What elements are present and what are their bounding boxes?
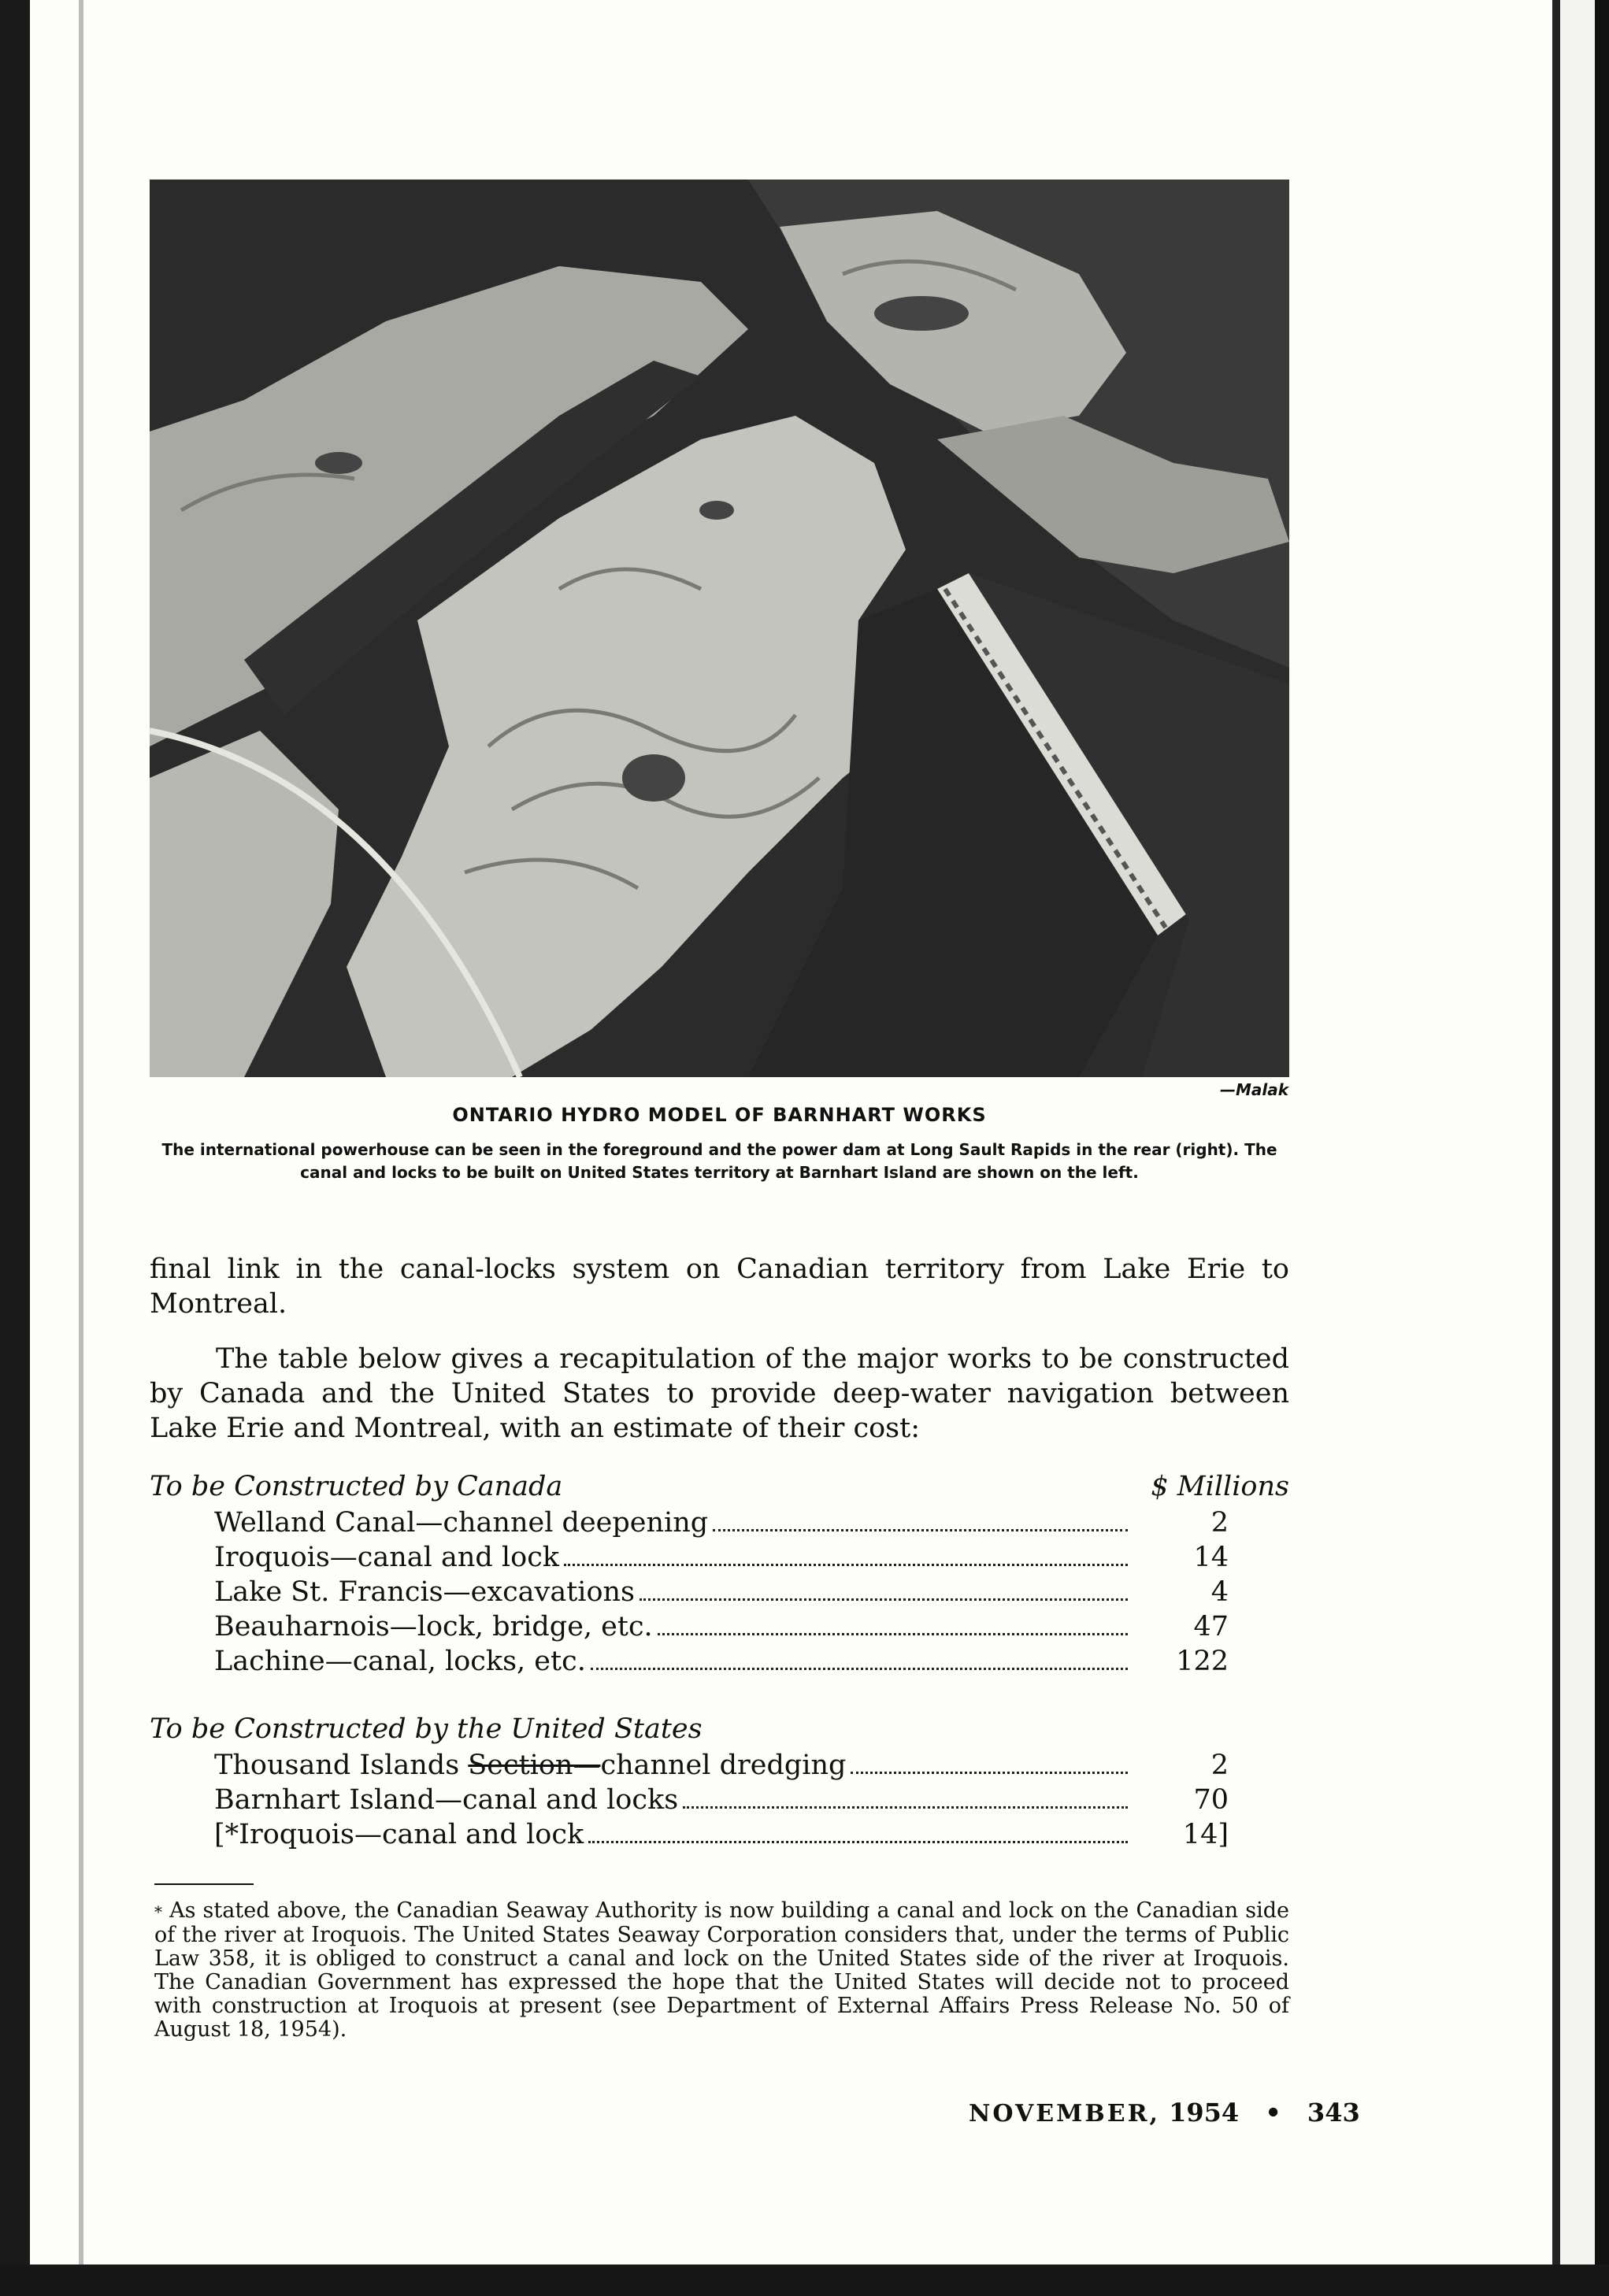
row-label: Lake St. Francis—excavations: [214, 1576, 636, 1608]
table-row: [214, 1644, 1229, 1679]
footnote-rule: [154, 1883, 254, 1885]
row-label: Iroquois—canal and lock: [214, 1542, 560, 1573]
table-row: [214, 1540, 1229, 1575]
table-row: [214, 1783, 1229, 1817]
dot-leader: [588, 1841, 1128, 1843]
table-row: [214, 1609, 1229, 1644]
row-label: Lachine—canal, locks, etc.: [214, 1646, 586, 1677]
row-label: Welland Canal—channel deepening: [214, 1507, 709, 1539]
photo-illustration: [150, 180, 1289, 1077]
row-value: 122: [1176, 1646, 1229, 1677]
scan-right-edge: [1552, 0, 1609, 2296]
table-row: [214, 1505, 1229, 1540]
row-label-part: channel dredging: [600, 1750, 847, 1781]
photo-credit: —Malak: [1219, 1080, 1288, 1099]
footnote: [154, 1899, 1289, 2042]
row-value: 14: [1193, 1542, 1229, 1573]
row-label-part: Thousand Islands: [214, 1750, 460, 1781]
body-paragraph-2: The table below gives a recapitulation of the major works to be constructed by Canada and the United States to provide deep-water navigation between Lake Erie and Montreal, with an estimate of their cost:: [150, 1343, 1289, 1444]
dot-leader: [658, 1633, 1128, 1635]
scan-left-edge: [0, 0, 30, 2296]
footnote-mark: *: [154, 1902, 162, 1921]
row-value: 2: [1210, 1507, 1229, 1539]
table-row: [214, 1575, 1229, 1609]
row-label: Barnhart Island—canal and locks: [214, 1784, 679, 1816]
body-paragraph-1: final link in the canal-locks system on Canadian territory from Lake Erie to Montreal.: [150, 1254, 1289, 1320]
section-heading-text: To be Constructed by the United States: [150, 1713, 703, 1745]
dot-leader: [640, 1598, 1128, 1601]
row-value: 2: [1210, 1750, 1229, 1781]
dot-leader: [564, 1564, 1128, 1566]
table-section-heading-canada: [150, 1469, 1289, 1504]
footnote-text: As stated above, the Canadian Seaway Authority is now building a canal and lock on the Canadian side of the river at Iroquois. The United States Seaway Corporation considers that, under the terms of Public Law 358, it is obliged to construct a canal and lock on the United States side of the river at Iroquois. The Canadian Government has expressed the hope that the United States will decide not to proceed with construction at Iroquois at present (see Department of External Affairs Press Release No. 50 of August 18, 1954).: [154, 1898, 1289, 2042]
page-number: 343: [1307, 2098, 1360, 2128]
row-value: 4: [1210, 1576, 1229, 1608]
issue-year: 1954: [1169, 2098, 1240, 2128]
table-section-heading-united-states: [150, 1712, 1289, 1746]
scan-bottom-edge: [0, 2265, 1609, 2296]
page-footer: [969, 2098, 1372, 2128]
section-heading-text: To be Constructed by Canada: [150, 1471, 563, 1502]
footer-separator: •: [1265, 2098, 1281, 2128]
dot-leader: [851, 1772, 1128, 1774]
row-value: 14]: [1182, 1819, 1229, 1850]
caption-body: The international powerhouse can be seen in the foreground and the power dam at Long Sault Rapids in the rear (right). The canal and locks to be built on United States territory at Barnhart Island are shown on the left.: [161, 1140, 1277, 1182]
issue-month: NOVEMBER,: [969, 2100, 1160, 2128]
barnhart-model-photo: [150, 180, 1289, 1077]
table-row: [214, 1748, 1229, 1783]
caption-title: ONTARIO HYDRO MODEL OF BARNHART WORKS: [452, 1104, 987, 1126]
dot-leader: [683, 1806, 1128, 1809]
table-unit-header: $ Millions: [1151, 1471, 1289, 1502]
row-label: [*Iroquois—canal and lock: [214, 1819, 584, 1850]
row-label: [214, 1748, 846, 1783]
struck-through-text: Section—: [468, 1750, 601, 1781]
row-value: 47: [1193, 1611, 1229, 1642]
row-label: Beauharnois—lock, bridge, etc.: [214, 1611, 653, 1642]
table-row: [214, 1817, 1229, 1852]
dot-leader: [713, 1529, 1128, 1531]
row-value: 70: [1193, 1784, 1229, 1816]
dot-leader: [591, 1668, 1128, 1670]
